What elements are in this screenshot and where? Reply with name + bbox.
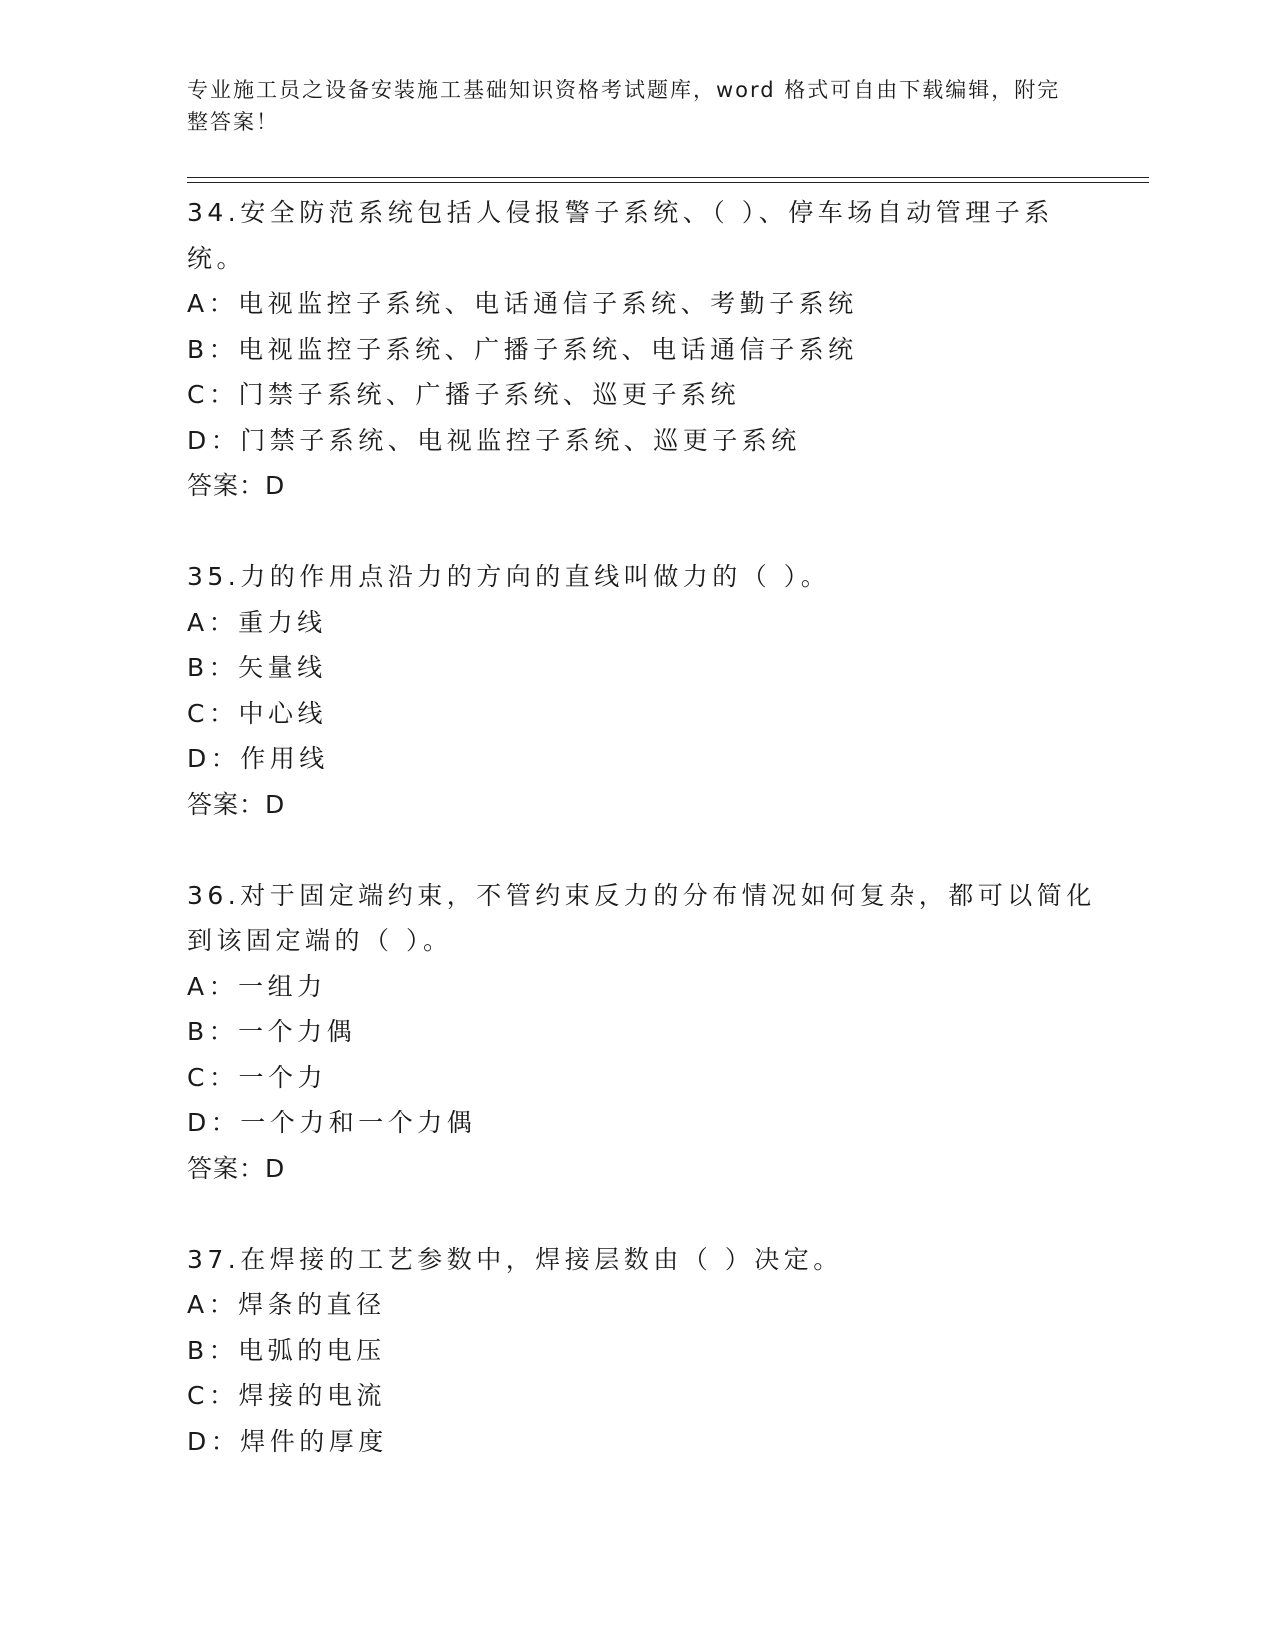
- answer-line: 答案：D: [187, 789, 286, 819]
- option-b: B：矢量线: [187, 653, 327, 682]
- option-d: D：焊件的厚度: [187, 1426, 388, 1456]
- spacer: [187, 827, 1087, 873]
- option-d: D：一个力和一个力偶: [187, 1108, 477, 1137]
- option-b: B：一个力偶: [187, 1017, 357, 1046]
- option-a: A：一组力: [187, 971, 327, 1001]
- question-stem: 36.对于固定端约束，不管约束反力的分布情况如何复杂，都可以简化: [187, 880, 1096, 910]
- question-36: [187, 873, 1096, 1192]
- question-35: [187, 554, 1087, 827]
- header-divider-bottom: [187, 182, 1149, 183]
- question-stem: 35.力的作用点沿力的方向的直线叫做力的（ ）。: [187, 562, 831, 591]
- document-header: 专业施工员之设备安装施工基础知识资格考试题库，word 格式可自由下载编辑，附完整答案！: [187, 78, 1061, 134]
- option-c: C：焊接的电流: [187, 1381, 386, 1410]
- option-a: A：重力线: [187, 607, 327, 637]
- question-stem: 37.在焊接的工艺参数中，焊接层数由（ ）决定。: [187, 1244, 843, 1274]
- option-b: B：电弧的电压: [187, 1335, 386, 1365]
- option-c: C：一个力: [187, 1062, 327, 1092]
- option-a: A：焊条的直径: [187, 1290, 386, 1319]
- option-a: A：电视监控子系统、电话通信子系统、考勤子系统: [187, 289, 858, 318]
- question-stem: 34.安全防范系统包括人侵报警子系统、（ ）、停车场自动管理子系: [187, 198, 1054, 227]
- spacer: [187, 509, 1087, 555]
- spacer: [187, 1191, 1087, 1237]
- answer-line: 答案：D: [187, 1153, 286, 1183]
- question-37: [187, 1237, 1087, 1465]
- question-list: [187, 190, 1096, 1464]
- option-b: B：电视监控子系统、广播子系统、电话通信子系统: [187, 334, 858, 364]
- question-stem-continued: 统。: [187, 243, 247, 273]
- option-d: D：作用线: [187, 744, 329, 773]
- option-c: C：中心线: [187, 698, 327, 728]
- option-c: C：门禁子系统、广播子系统、巡更子系统: [187, 380, 740, 409]
- question-stem-continued: 到该固定端的（ ）。: [187, 926, 453, 955]
- option-d: D：门禁子系统、电视监控子系统、巡更子系统: [187, 425, 801, 455]
- header-divider-top: [187, 177, 1149, 178]
- question-34: [187, 190, 1087, 509]
- answer-line: 答案：D: [187, 471, 286, 500]
